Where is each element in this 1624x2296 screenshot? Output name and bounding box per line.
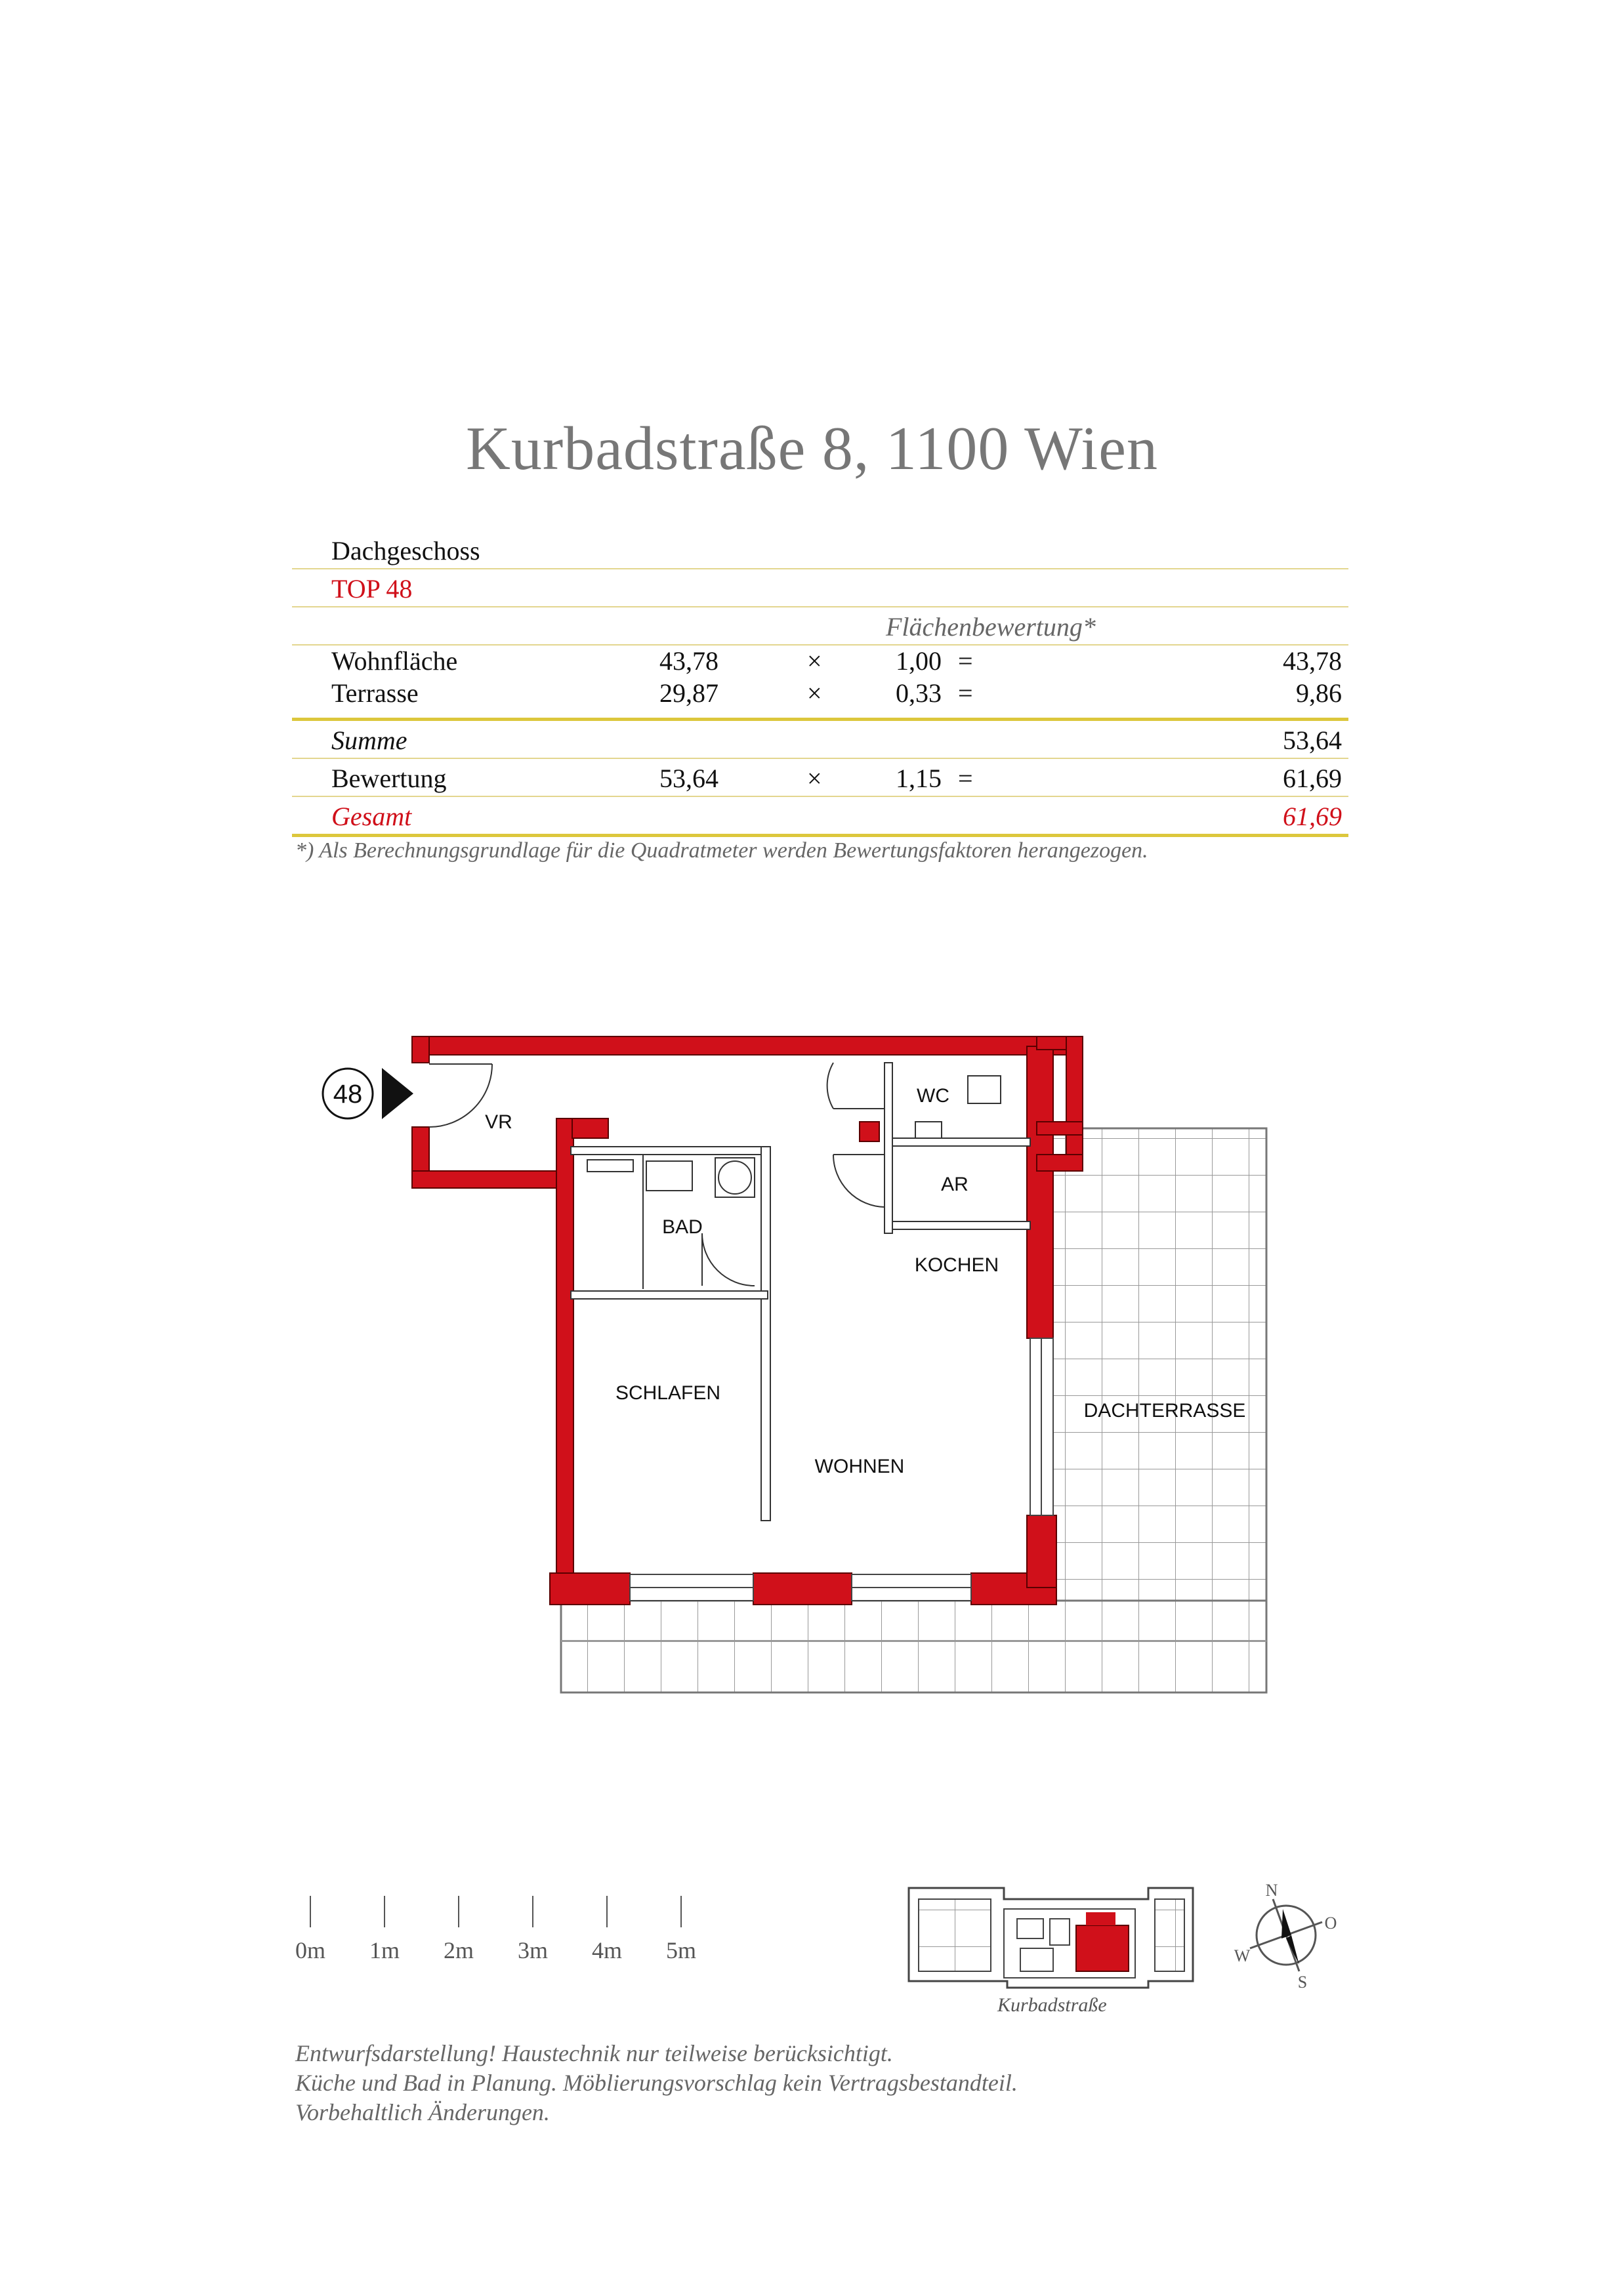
sum-label: Summe xyxy=(331,726,407,755)
disclaimer xyxy=(295,2039,1018,2127)
row-eq: = xyxy=(958,646,973,676)
rating-result: 61,69 xyxy=(1283,764,1342,793)
row-times: × xyxy=(807,646,822,676)
scale-label: 3m xyxy=(517,1937,549,1963)
unit-number: 48 xyxy=(333,1080,363,1109)
rating-label: Bewertung xyxy=(331,764,447,793)
room-label-ar: AR xyxy=(941,1174,968,1195)
compass-o: O xyxy=(1324,1914,1337,1933)
row-area: 29,87 xyxy=(659,678,718,708)
total-label: Gesamt xyxy=(331,802,412,831)
row-factor: 1,00 xyxy=(896,646,942,676)
room-label-kochen: KOCHEN xyxy=(914,1254,999,1276)
rating-eq: = xyxy=(958,764,973,793)
entrance-marker xyxy=(323,1068,413,1119)
row-label: Terrasse xyxy=(331,678,419,708)
row-factor: 0,33 xyxy=(896,678,942,708)
compass-s: S xyxy=(1297,1973,1308,1992)
row-result: 43,78 xyxy=(1283,646,1342,676)
scale-label: 5m xyxy=(665,1937,697,1963)
room-label-schlafen: SCHLAFEN xyxy=(615,1382,721,1404)
row-area: 43,78 xyxy=(659,646,718,676)
site-plan-street: Kurbadstraße xyxy=(997,1994,1107,2016)
scale-label: 2m xyxy=(443,1937,474,1963)
compass-n: N xyxy=(1265,1881,1278,1900)
rating-area: 53,64 xyxy=(659,764,718,793)
table-footnote: *) Als Berechnungsgrundlage für die Quadratmeter werden Bewertungsfaktoren herangezogen. xyxy=(295,838,1148,863)
compass-icon xyxy=(1234,1881,1337,1992)
rating-times: × xyxy=(807,764,822,793)
compass-w: W xyxy=(1234,1946,1251,1965)
row-result: 9,86 xyxy=(1296,678,1342,708)
room-label-wohnen: WOHNEN xyxy=(814,1456,905,1477)
row-eq: = xyxy=(958,678,973,708)
scale-label: 4m xyxy=(591,1937,623,1963)
sum-value: 53,64 xyxy=(1283,726,1342,755)
page-title: Kurbadstraße 8, 1100 Wien xyxy=(466,415,1158,483)
total-value: 61,69 xyxy=(1283,802,1342,831)
scale-label: 1m xyxy=(369,1937,400,1963)
row-label: Wohnfläche xyxy=(331,646,458,676)
floor-label: Dachgeschoss xyxy=(331,536,480,565)
unit-label: TOP 48 xyxy=(331,574,413,604)
row-times: × xyxy=(807,678,822,708)
room-label-vr: VR xyxy=(485,1111,512,1133)
site-plan xyxy=(909,1888,1193,1988)
disclaimer-line: Küche und Bad in Planung. Möblierungsvorschlag kein Vertragsbestandteil. xyxy=(295,2070,1018,2096)
disclaimer-line: Vorbehaltlich Änderungen. xyxy=(295,2099,550,2125)
room-label-wc: WC xyxy=(917,1085,949,1107)
rating-factor: 1,15 xyxy=(896,764,942,793)
scale-label: 0m xyxy=(295,1937,326,1963)
room-label-dachterrasse: DACHTERRASSE xyxy=(1083,1400,1246,1422)
room-label-bad: BAD xyxy=(662,1216,703,1238)
factor-header: Flächenbewertung* xyxy=(886,612,1096,642)
roof-terrace-bottom xyxy=(561,1601,1266,1692)
disclaimer-line: Entwurfsdarstellung! Haustechnik nur teilweise berücksichtigt. xyxy=(295,2040,893,2066)
